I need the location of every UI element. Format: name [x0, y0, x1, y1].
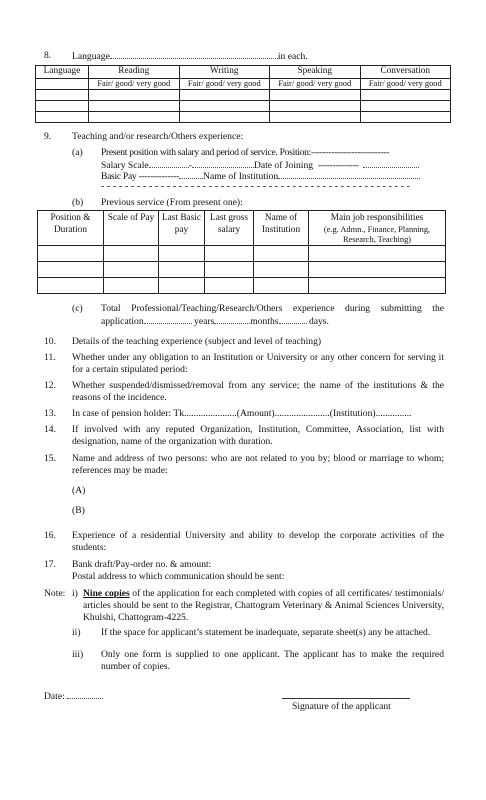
- lang-header: Conversation: [360, 66, 451, 79]
- table-cell[interactable]: [89, 112, 180, 123]
- item-text: In case of pension holder: Tk......................(Amount).......................(Institution)...............: [72, 408, 412, 419]
- service-header: Last gross salary: [205, 211, 254, 246]
- table-cell[interactable]: [360, 90, 451, 101]
- table-cell[interactable]: [309, 245, 446, 261]
- item-9b-mark: (b): [72, 197, 84, 208]
- lang-subheader: Fair/ good/ very good: [360, 78, 451, 90]
- signature-label: Signature of the applicant: [292, 701, 391, 712]
- table-cell[interactable]: [205, 277, 254, 293]
- reference-a: (A): [72, 485, 86, 496]
- table-cell[interactable]: [89, 90, 180, 101]
- days-label: days.: [308, 316, 329, 327]
- item-8-num: 8.: [44, 50, 52, 61]
- item-text: Whether suspended/dismissed/removal from any service; the name of the institutions & the reasons of the incidence.: [72, 380, 444, 403]
- item-9-label: Teaching and/or research/Others experience:: [72, 131, 244, 142]
- item-num: 16.: [44, 530, 56, 541]
- item-9a-dashline: - - - - - - - - - - - - - - - - - - - - - - - - - - - - - - - - - - - - - - - - - - - - - - - - - - - -: [101, 181, 411, 192]
- table-cell[interactable]: [205, 245, 254, 261]
- lang-header: Writing: [179, 66, 270, 79]
- hyphen: -: [188, 160, 192, 171]
- service-header: Name of Institution: [254, 211, 309, 246]
- signature-line[interactable]: [282, 698, 410, 699]
- table-cell[interactable]: [36, 101, 89, 112]
- language-table: [35, 65, 451, 123]
- note-i-body: of the application for each completed with copies of all certificates/ testimonials/ articles should be sent to the Registrar, Chattogram Veterinary & Animal Sciences University, Khulshi, Chattogram-4225.: [83, 588, 444, 623]
- table-cell[interactable]: [360, 101, 451, 112]
- salary-scale-blank-2[interactable]: [192, 159, 254, 168]
- basic-pay-blank[interactable]: [179, 170, 203, 179]
- item-num: 13.: [44, 408, 56, 419]
- service-header: Last Basic pay: [159, 211, 205, 246]
- lang-subheader: Fair/ good/ very good: [179, 78, 270, 90]
- item-9c-line2: [101, 315, 329, 328]
- table-cell[interactable]: [254, 261, 309, 277]
- table-cell[interactable]: [179, 101, 270, 112]
- table-cell[interactable]: [360, 112, 451, 123]
- item-9c-line1: Total Professional/Teaching/Research/Others experience during submitting the: [101, 303, 444, 314]
- lang-subheader: Fair/ good/ very good: [270, 78, 361, 90]
- table-cell[interactable]: [270, 90, 361, 101]
- item-9b-label: Previous service (From present one):: [101, 197, 243, 208]
- lang-header: Language: [36, 66, 89, 79]
- date-blank[interactable]: [67, 690, 103, 699]
- lang-subheader: [36, 78, 89, 90]
- service-header: Scale of Pay: [104, 211, 159, 246]
- table-cell[interactable]: [36, 90, 89, 101]
- application-label: application: [101, 316, 144, 327]
- lang-header: Reading: [89, 66, 180, 79]
- table-cell[interactable]: [270, 112, 361, 123]
- service-header: Position & Duration: [38, 211, 104, 246]
- table-cell[interactable]: [89, 101, 180, 112]
- date-line: [44, 690, 103, 703]
- date-label: Date:: [44, 691, 65, 702]
- language-suffix: in each.: [277, 51, 308, 62]
- reference-b: (B): [72, 505, 85, 516]
- item-text: Whether under any obligation to an Institution or University or any other concern for serving it for a certain stipulated period:: [72, 352, 444, 375]
- date-joining-label: Date of Joining: [253, 160, 314, 171]
- language-line: [72, 50, 308, 63]
- table-cell[interactable]: [309, 277, 446, 293]
- table-cell[interactable]: [159, 261, 205, 277]
- item-num: 10.: [44, 336, 56, 347]
- item-text: Experience of a residential University and ability to develop the corporate activities of the students:: [72, 530, 444, 553]
- item-num: 11.: [44, 352, 56, 363]
- table-cell[interactable]: [159, 245, 205, 261]
- item-9-num: 9.: [44, 131, 52, 142]
- language-label: Language: [72, 51, 110, 62]
- item-num: 12.: [44, 380, 56, 391]
- nine-copies: Nine copies: [83, 588, 130, 599]
- table-cell[interactable]: [38, 245, 104, 261]
- resp-header: Main job responsibilities: [330, 213, 424, 223]
- note-i-text: [83, 588, 444, 624]
- table-cell[interactable]: [38, 277, 104, 293]
- lang-subheader: Fair/ good/ very good: [89, 78, 180, 90]
- item-text: Bank draft/Pay-order no. & amount:: [72, 559, 212, 570]
- salary-scale-blank[interactable]: [149, 159, 189, 168]
- note-label: Note:: [44, 588, 66, 599]
- item-9c-mark: (c): [72, 303, 83, 314]
- months-label: months: [250, 316, 279, 327]
- service-header-resp: [309, 211, 446, 246]
- language-blank[interactable]: [110, 50, 278, 59]
- table-cell[interactable]: [104, 277, 159, 293]
- salary-scale-label: Salary Scale: [101, 160, 149, 171]
- table-cell[interactable]: [270, 101, 361, 112]
- previous-service-table: [37, 210, 446, 294]
- table-cell[interactable]: [205, 261, 254, 277]
- item-text: If involved with any reputed Organization, Institution, Committee, Association, list with designation, name of the organization with duration.: [72, 424, 444, 447]
- item-text: Name and address of two persons: who are not related to you by; blood or marriage to whom; references may be made:: [72, 453, 444, 476]
- note-ii-mark: ii): [72, 627, 81, 638]
- item-num: 17.: [44, 559, 56, 570]
- date-joining-blank[interactable]: [363, 159, 419, 168]
- years-blank[interactable]: [144, 315, 192, 324]
- table-cell[interactable]: [179, 112, 270, 123]
- years-label: years: [194, 316, 215, 327]
- table-cell[interactable]: [254, 245, 309, 261]
- table-cell[interactable]: [104, 261, 159, 277]
- postal-address-line: Postal address to which communication should be sent:: [72, 571, 285, 582]
- table-cell[interactable]: [159, 277, 205, 293]
- table-cell[interactable]: [104, 245, 159, 261]
- note-iii-mark: iii): [72, 649, 84, 660]
- basic-pay-label: Basic Pay --------------: [101, 171, 180, 182]
- note-iii-text: Only one form is supplied to one applicant. The applicant has to make the required number of copies.: [101, 649, 444, 672]
- months-blank[interactable]: [214, 315, 250, 324]
- institution-blank[interactable]: [278, 170, 420, 179]
- table-cell[interactable]: [254, 277, 309, 293]
- lang-header: Speaking: [270, 66, 361, 79]
- item-9a-mark: (a): [72, 147, 83, 158]
- item-text: Details of the teaching experience (subject and level of teaching): [72, 336, 322, 347]
- note-i-mark: i): [72, 588, 78, 599]
- name-institution-label: Name of Institution: [203, 171, 279, 182]
- item-9a-line1: Present position with salary and period of service. Position:---------------------------: [101, 147, 390, 158]
- table-cell[interactable]: [36, 112, 89, 123]
- resp-note: (e.g. Admn., Finance, Planning, Research, Teaching): [323, 224, 431, 244]
- dashes: --------------: [317, 160, 359, 171]
- table-cell[interactable]: [179, 90, 270, 101]
- item-num: 14.: [44, 424, 56, 435]
- item-num: 15.: [44, 453, 56, 464]
- note-ii-text: If the space for applicant’s statement be inadequate, separate sheet(s) any be attached.: [101, 627, 431, 638]
- table-cell[interactable]: [38, 261, 104, 277]
- table-cell[interactable]: [309, 261, 446, 277]
- days-blank[interactable]: [279, 315, 307, 324]
